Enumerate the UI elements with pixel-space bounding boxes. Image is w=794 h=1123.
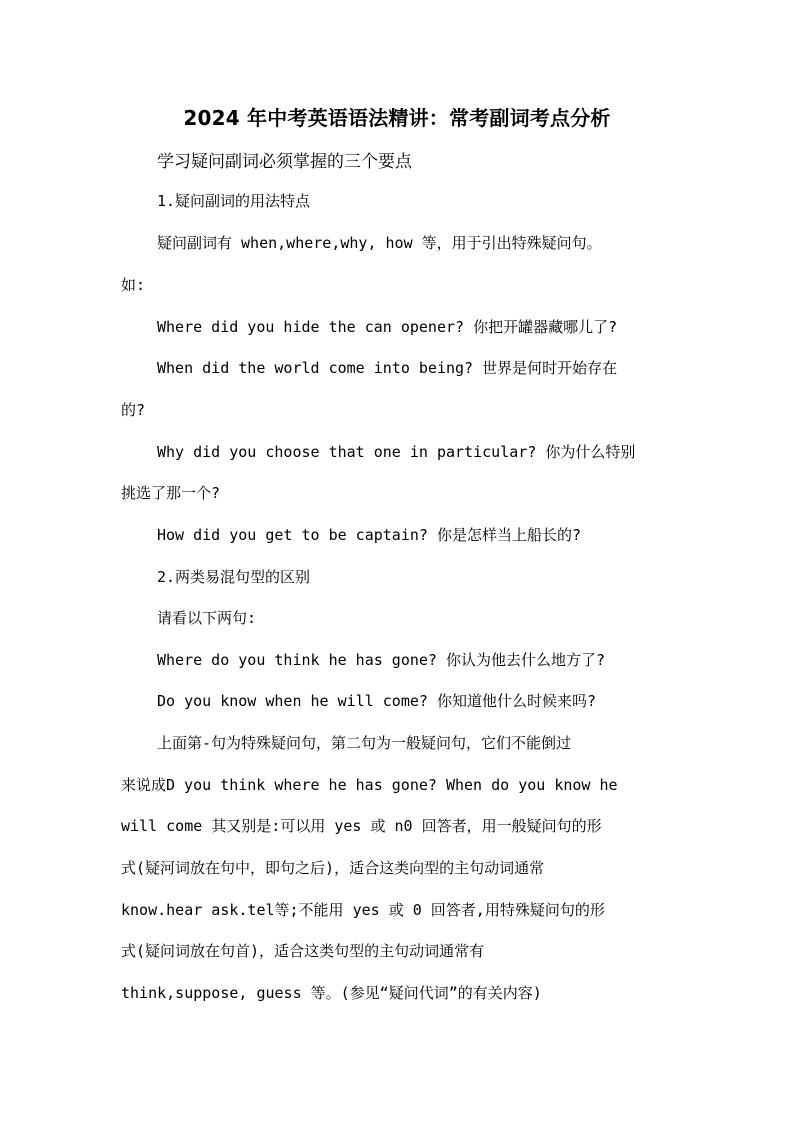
- paragraph-line: 式(疑问词放在句首)，适合这类句型的主句动词通常有: [121, 942, 485, 960]
- paragraph-line: will come 其又别是:可以用 yes 或 n0 回答者，用一般疑问句的形: [121, 817, 602, 835]
- paragraph-line: 来说成D you think where he has gone? When do you know he: [121, 776, 618, 794]
- paragraph-line: 上面第-句为特殊疑问句，第二句为一般疑问句，它们不能倒过: [157, 734, 572, 752]
- paragraph-line: think,suppose, guess 等。(参见“疑问代词”的有关内容): [121, 984, 542, 1002]
- paragraph-line: 请看以下两句:: [157, 609, 257, 627]
- section-point-2: 2.两类易混句型的区别: [157, 568, 311, 586]
- example-sentence: Do you know when he will come? 你知道他什么时候来吗?: [157, 692, 596, 710]
- page-title: 2024 年中考英语语法精讲：常考副词考点分析: [183, 106, 611, 130]
- example-sentence-continuation: 的?: [121, 401, 146, 419]
- example-sentence-continuation: 挑选了那一个?: [121, 484, 221, 502]
- paragraph-line: 如:: [121, 276, 146, 294]
- example-sentence: Why did you choose that one in particular? 你为什么特别: [157, 443, 636, 461]
- section-point-1: 1.疑问副词的用法特点: [157, 192, 311, 210]
- example-sentence: Where do you think he has gone? 你认为他去什么地方了?: [157, 651, 606, 669]
- paragraph-line: 式(疑河词放在句中，即句之后)，适合这类向型的主句动词通常: [121, 859, 545, 877]
- paragraph-line: know.hear ask.tel等;不能用 yes 或 0 回答者,用特殊疑问句的形: [121, 901, 605, 919]
- example-sentence: Where did you hide the can opener? 你把开罐器藏哪儿了?: [157, 318, 618, 336]
- paragraph-line: 疑问副词有 when,where,why, how 等，用于引出特殊疑问句。: [157, 234, 602, 252]
- example-sentence: When did the world come into being? 世界是何时开始存在: [157, 359, 618, 377]
- section-heading: 学习疑问副词必须掌握的三个要点: [157, 152, 412, 172]
- example-sentence: How did you get to be captain? 你是怎样当上船长的?: [157, 526, 581, 544]
